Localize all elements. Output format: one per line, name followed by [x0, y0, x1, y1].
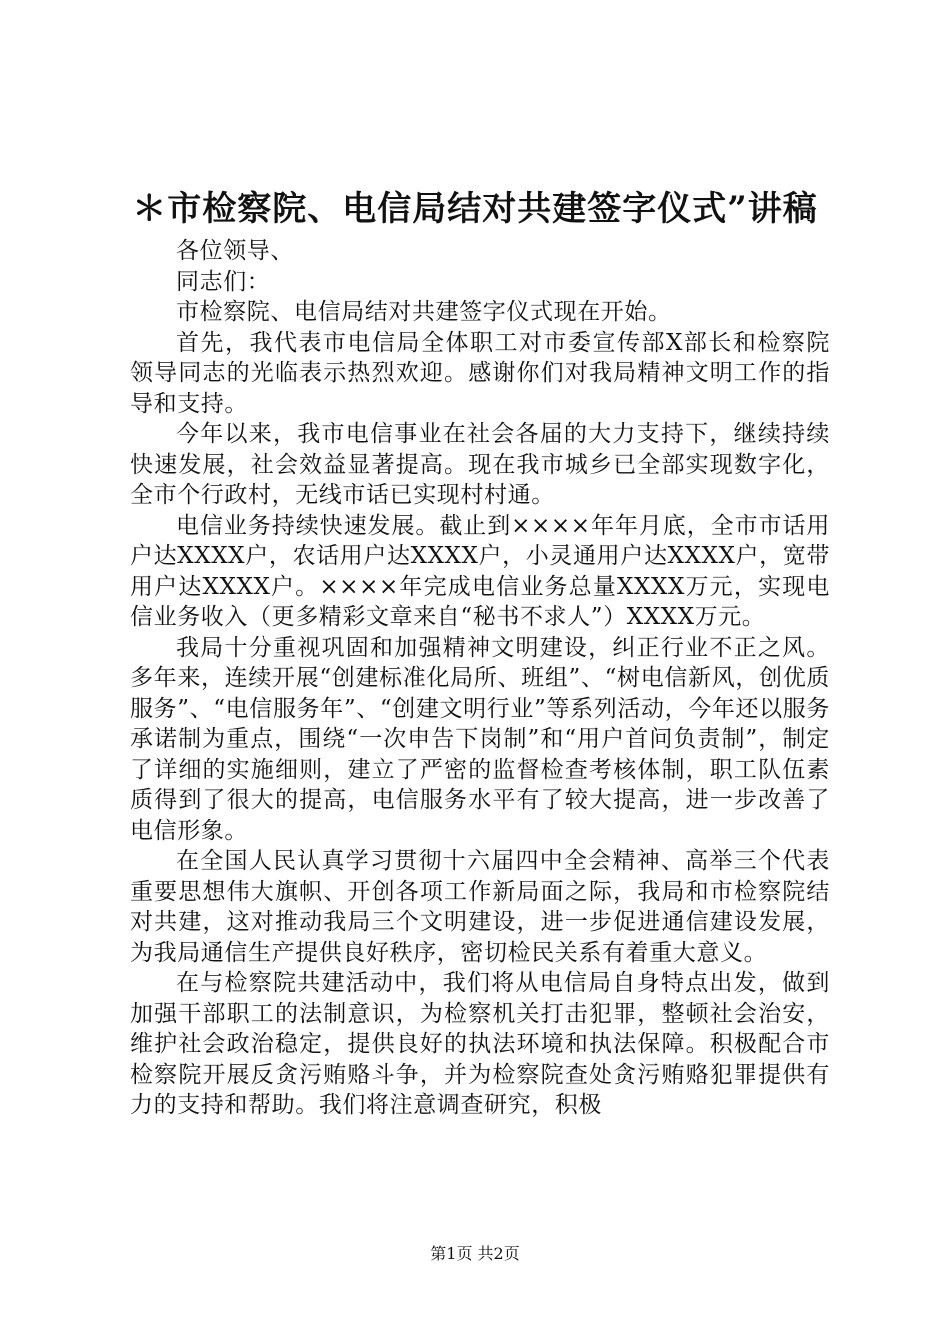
document-body	[130, 236, 830, 1121]
paragraph-development: 今年以来，我市电信事业在社会各届的大力支持下，继续持续快速发展，社会效益显著提高。现在我市城乡已全部实现数字化，全市个行政村，无线市话已实现村村通。	[130, 421, 830, 508]
page-footer: 第1页 共2页	[430, 1244, 520, 1263]
paragraph-civilization-building: 我局十分重视巩固和加强精神文明建设，纠正行业不正之风。多年来，连续开展“创建标准化局所、班组”、“树电信新风，创优质服务”、“电信服务年”、“创建文明行业”等系列活动，今年还以服务承诺制为重点，围绕“一次申告下岗制”和“用户首问负责制”，制定了详细的实施细则，建立了严密的监督检查考核体制，职工队伍素质得到了很大的提高，电信服务水平有了较大提高，进一步改善了电信形象。	[130, 634, 830, 844]
paragraph-salutation-comrades: 同志们：	[176, 268, 271, 295]
paragraph-business-stats: 电信业务持续快速发展。截止到××××年年月底，全市市话用户达XXXX户，农话用户达XXXX户，小灵通用户达XXXX户，宽带用户达XXXX户。××××年完成电信业务总量XXXX万元，实现电信业务收入（更多精彩文章来自“秘书不求人”）XXXX万元。	[130, 512, 830, 630]
paragraph-welcome: 首先，我代表市电信局全体职工对市委宣传部X部长和检察院领导同志的光临表示热烈欢迎。感谢你们对我局精神文明工作的指导和支持。	[130, 329, 830, 417]
paragraph-significance: 在全国人民认真学习贯彻十六届四中全会精神、高举三个代表重要思想伟大旗帜、开创各项工作新局面之际，我局和市检察院结对共建，这对推动我局三个文明建设，进一步促进通信建设发展，为我局通信生产提供良好秩序，密切检民关系有着重大意义。	[130, 848, 830, 966]
paragraph-salutation-leaders: 各位领导、	[176, 238, 294, 264]
paragraph-opening: 市检察院、电信局结对共建签字仪式现在开始。	[176, 299, 672, 325]
paragraph-cooperation: 在与检察院共建活动中，我们将从电信局自身特点出发，做到加强干部职工的法制意识，为检察机关打击犯罪，整顿社会治安，维护社会政治稳定，提供良好的执法环境和执法保障。积极配合市检察院开展反贪污贿赂斗争，并为检察院查处贪污贿赂犯罪提供有力的支持和帮助。我们将注意调查研究，积极	[130, 970, 830, 1118]
document-title: ＊市检察院、电信局结对共建签字仪式”讲稿	[132, 189, 818, 229]
